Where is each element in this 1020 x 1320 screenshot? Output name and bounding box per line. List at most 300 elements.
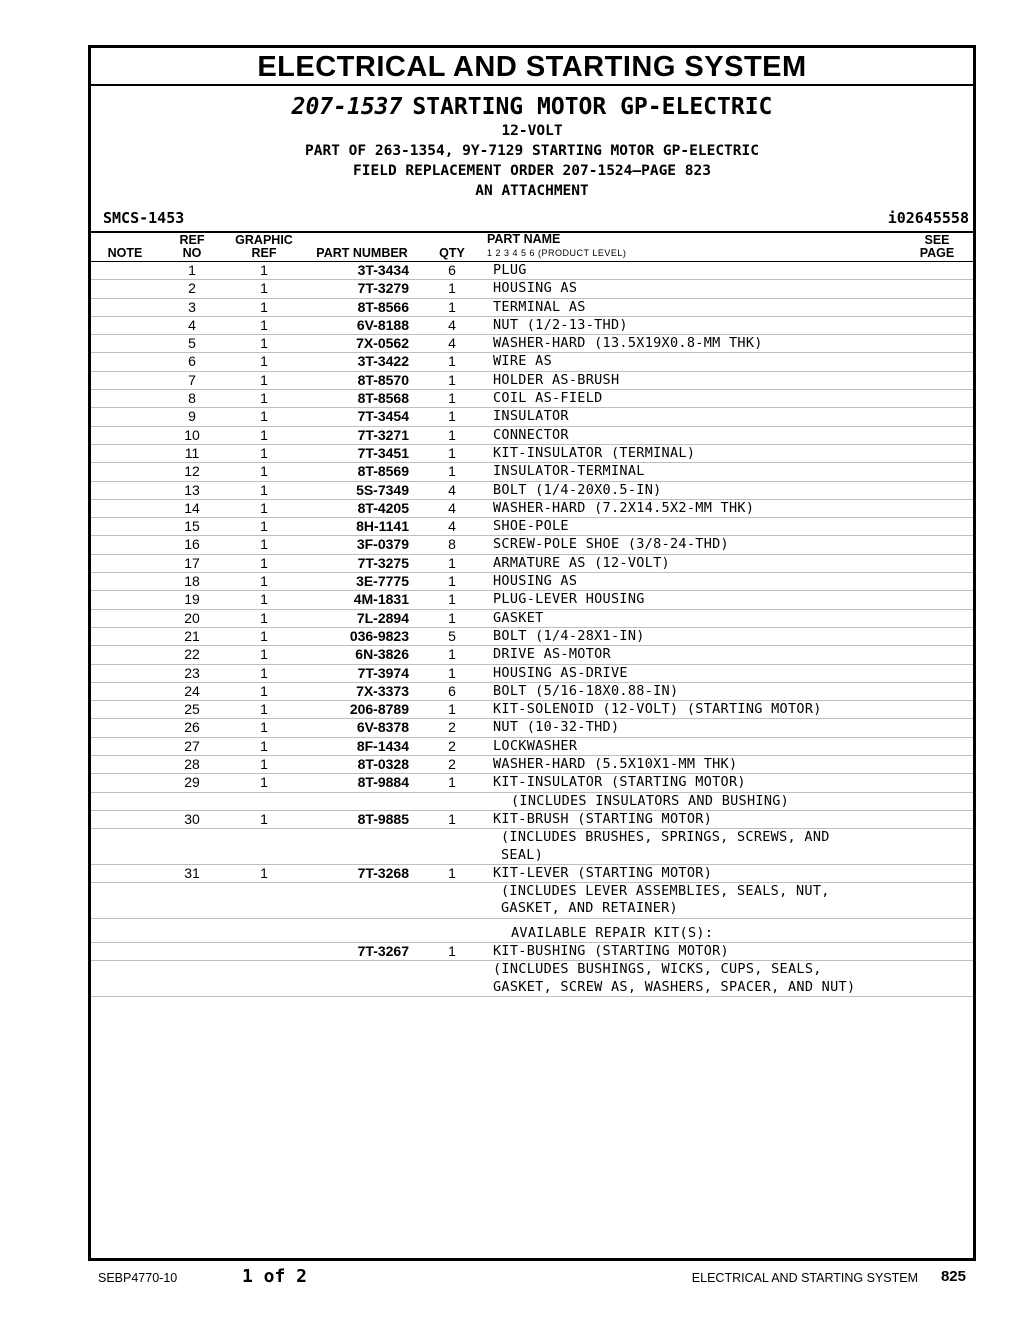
ref-no-cell: 17 <box>184 554 200 571</box>
ref-no-cell: 31 <box>184 864 200 881</box>
note-cell <box>91 961 159 997</box>
part-number-cell: 7L-2894 <box>356 609 409 626</box>
note-cell <box>91 774 159 792</box>
qty-cell: 5 <box>448 627 456 644</box>
see-page-cell <box>901 554 973 572</box>
part-name-cell: PLUG-LEVER HOUSING <box>493 591 645 608</box>
ref-no-cell: 28 <box>184 756 200 773</box>
table-row <box>91 463 973 481</box>
part-number-cell: 7T-3267 <box>357 942 409 959</box>
table-row <box>91 609 973 627</box>
note-cell <box>91 810 159 828</box>
part-name-cell: CONNECTOR <box>493 426 569 443</box>
see-page-cell <box>901 591 973 609</box>
part-name-cell: WIRE AS <box>493 353 552 370</box>
see-page-cell <box>901 918 973 942</box>
graphic-ref-cell: 1 <box>260 262 268 278</box>
footer-page-number: 825 <box>940 1268 966 1285</box>
ref-no-cell: 2 <box>188 280 196 297</box>
graphic-ref-cell: 1 <box>260 280 268 297</box>
qty-cell: 1 <box>448 810 456 827</box>
part-name-cell: PLUG <box>493 262 527 278</box>
group-line-voltage: 12-VOLT <box>501 123 563 139</box>
table-row <box>91 298 973 316</box>
note-cell <box>91 883 159 919</box>
see-page-cell <box>901 298 973 316</box>
part-name-cell: (INCLUDES LEVER ASSEMBLIES, SEALS, NUT, GASKET, AND RETAINER) <box>501 883 830 917</box>
part-number-cell <box>303 829 421 865</box>
ref-no-cell: 29 <box>184 774 200 791</box>
qty-cell: 1 <box>448 646 456 663</box>
note-cell <box>91 536 159 554</box>
section-title: ELECTRICAL AND STARTING SYSTEM <box>91 48 973 86</box>
ref-no-cell: 8 <box>188 390 196 407</box>
part-name-cell: KIT-LEVER (STARTING MOTOR) <box>493 864 713 881</box>
graphic-ref-cell: 1 <box>260 463 268 480</box>
graphic-ref-cell: 1 <box>260 627 268 644</box>
part-number-cell: 036-9823 <box>349 627 409 644</box>
ref-no-cell: 12 <box>184 463 200 480</box>
qty-cell: 6 <box>448 262 456 278</box>
see-page-cell <box>901 756 973 774</box>
see-page-cell <box>901 390 973 408</box>
graphic-ref-cell: 1 <box>260 408 268 425</box>
qty-cell: 1 <box>448 444 456 461</box>
qty-cell: 1 <box>448 298 456 315</box>
table-row <box>91 536 973 554</box>
note-cell <box>91 942 159 960</box>
see-page-cell <box>901 262 973 280</box>
qty-cell: 1 <box>448 664 456 681</box>
part-name-cell: KIT-BRUSH (STARTING MOTOR) <box>493 810 713 827</box>
ref-no-cell: 14 <box>184 499 200 516</box>
part-number-cell: 7X-3373 <box>356 682 409 699</box>
smcs-row <box>91 207 973 233</box>
graphic-ref-cell: 1 <box>260 664 268 681</box>
table-row <box>91 756 973 774</box>
part-number-cell <box>303 883 421 919</box>
group-line-field-replacement: FIELD REPLACEMENT ORDER 207-1524—PAGE 823 <box>353 163 711 179</box>
table-row <box>91 280 973 298</box>
part-name-cell: (INCLUDES BUSHINGS, WICKS, CUPS, SEALS, GASKET, SCREW AS, WASHERS, SPACER, AND NUT) <box>493 961 856 995</box>
see-page-cell <box>901 426 973 444</box>
note-cell <box>91 756 159 774</box>
ref-no-cell: 7 <box>188 371 196 388</box>
part-name-cell: LOCKWASHER <box>493 737 578 754</box>
ref-no-cell <box>159 961 225 997</box>
graphic-ref-cell: 1 <box>260 353 268 370</box>
see-page-cell <box>901 408 973 426</box>
see-page-cell <box>901 280 973 298</box>
note-cell <box>91 646 159 664</box>
part-name-cell: BOLT (1/4-20X0.5-IN) <box>493 481 662 498</box>
group-header <box>91 93 973 201</box>
table-row <box>91 316 973 334</box>
group-name: STARTING MOTOR GP-ELECTRIC <box>412 94 773 120</box>
part-number-cell: 5S-7349 <box>356 481 409 498</box>
part-name-cell: SHOE-POLE <box>493 518 569 535</box>
ref-no-cell: 5 <box>188 335 196 352</box>
qty-cell: 1 <box>448 774 456 791</box>
ref-no-cell: 19 <box>184 591 200 608</box>
qty-cell: 1 <box>448 864 456 881</box>
note-cell <box>91 444 159 462</box>
part-number-cell: 8T-8568 <box>357 390 409 407</box>
note-cell <box>91 918 159 942</box>
ref-no-cell: 25 <box>184 701 200 718</box>
qty-cell: 1 <box>448 280 456 297</box>
table-row <box>91 518 973 536</box>
ref-no-cell: 13 <box>184 481 200 498</box>
table-row <box>91 591 973 609</box>
table-row <box>91 829 973 865</box>
table-row <box>91 573 973 591</box>
see-page-cell <box>901 371 973 389</box>
part-name-cell: KIT-INSULATOR (STARTING MOTOR) <box>493 774 746 791</box>
part-name-cell: BOLT (1/4-28X1-IN) <box>493 627 645 644</box>
ref-no-cell: 1 <box>188 262 196 278</box>
qty-cell <box>421 792 483 810</box>
table-row <box>91 682 973 700</box>
part-name-cell: WASHER-HARD (13.5X19X0.8-MM THK) <box>493 335 763 352</box>
footer-page-of: 1 of 2 <box>242 1266 308 1287</box>
see-page-cell <box>901 737 973 755</box>
qty-cell: 2 <box>448 756 456 773</box>
part-number-cell: 3F-0379 <box>356 536 409 553</box>
ref-no-cell: 26 <box>184 719 200 736</box>
qty-cell: 4 <box>448 499 456 516</box>
see-page-cell <box>901 353 973 371</box>
ref-no-cell <box>159 918 225 942</box>
graphic-ref-cell: 1 <box>260 774 268 791</box>
graphic-ref-cell: 1 <box>260 573 268 590</box>
see-page-cell <box>901 463 973 481</box>
table-row <box>91 942 973 960</box>
see-page-cell <box>901 627 973 645</box>
see-page-cell <box>901 810 973 828</box>
ref-no-cell: 9 <box>188 408 196 425</box>
note-cell <box>91 864 159 882</box>
table-row <box>91 810 973 828</box>
part-name-cell: ARMATURE AS (12-VOLT) <box>493 554 670 571</box>
part-number-cell: 7T-3275 <box>357 554 409 571</box>
ref-no-cell: 6 <box>188 353 196 370</box>
part-number-cell: 8T-8569 <box>357 463 409 480</box>
see-page-cell <box>901 864 973 882</box>
ref-no-cell <box>159 883 225 919</box>
qty-cell <box>421 883 483 919</box>
see-page-cell <box>901 792 973 810</box>
see-page-cell <box>901 682 973 700</box>
part-name-cell: HOLDER AS-BRUSH <box>493 371 620 388</box>
graphic-ref-cell: 1 <box>260 335 268 352</box>
see-page-cell <box>901 335 973 353</box>
graphic-ref-cell: 1 <box>260 518 268 535</box>
part-name-cell: SCREW-POLE SHOE (3/8-24-THD) <box>493 536 729 553</box>
part-name-cell: TERMINAL AS <box>493 298 586 315</box>
qty-cell: 1 <box>448 371 456 388</box>
qty-cell: 1 <box>448 353 456 370</box>
part-number-cell: 7T-3974 <box>357 664 409 681</box>
see-page-cell <box>901 536 973 554</box>
part-number-cell: 4M-1831 <box>353 591 409 608</box>
part-name-cell: INSULATOR <box>493 408 569 425</box>
table-row <box>91 701 973 719</box>
note-cell <box>91 518 159 536</box>
ref-no-cell: 30 <box>184 810 200 827</box>
ref-no-cell: 15 <box>184 518 200 535</box>
part-number-cell: 206-8789 <box>349 701 409 718</box>
graphic-ref-cell: 1 <box>260 390 268 407</box>
ref-no-cell <box>159 829 225 865</box>
table-row <box>91 646 973 664</box>
ref-no-cell: 4 <box>188 316 196 333</box>
part-number-cell <box>303 792 421 810</box>
part-number-cell: 3T-3434 <box>357 262 409 278</box>
see-page-cell <box>901 719 973 737</box>
note-cell <box>91 554 159 572</box>
part-number-cell: 7T-3454 <box>357 408 409 425</box>
product-level: 1 2 3 4 5 6 (PRODUCT LEVEL) <box>487 248 627 258</box>
ref-no-cell: 22 <box>184 646 200 663</box>
part-name-cell: COIL AS-FIELD <box>493 390 603 407</box>
note-cell <box>91 573 159 591</box>
table-row <box>91 883 973 919</box>
see-page-cell <box>901 646 973 664</box>
ref-no-cell: 18 <box>184 573 200 590</box>
group-number: 207-1537 <box>291 94 403 120</box>
qty-cell: 1 <box>448 426 456 443</box>
note-cell <box>91 499 159 517</box>
note-cell <box>91 371 159 389</box>
part-number-cell: 8T-9885 <box>357 810 409 827</box>
table-row <box>91 335 973 353</box>
ref-no-cell <box>159 942 225 960</box>
qty-cell: 1 <box>448 573 456 590</box>
qty-cell: 2 <box>448 719 456 736</box>
table-row <box>91 371 973 389</box>
page-frame <box>88 45 976 1261</box>
graphic-ref-cell: 1 <box>260 864 268 881</box>
part-number-cell: 8F-1434 <box>356 737 409 754</box>
see-page-cell <box>901 609 973 627</box>
graphic-ref-cell: 1 <box>260 646 268 663</box>
table-row <box>91 408 973 426</box>
part-name-cell: INSULATOR-TERMINAL <box>493 463 645 480</box>
smcs-code: SMCS-1453 <box>103 209 185 227</box>
see-page-cell <box>901 829 973 865</box>
see-page-cell <box>901 942 973 960</box>
ref-no-cell: 27 <box>184 737 200 754</box>
table-row <box>91 864 973 882</box>
part-number-cell: 8T-8566 <box>357 298 409 315</box>
see-page-cell <box>901 573 973 591</box>
qty-cell: 1 <box>448 701 456 718</box>
illustration-id: i02645558 <box>887 209 969 227</box>
note-cell <box>91 737 159 755</box>
graphic-ref-cell: 1 <box>260 444 268 461</box>
table-row <box>91 719 973 737</box>
part-number-cell: 6V-8378 <box>356 719 409 736</box>
graphic-ref-cell: 1 <box>260 609 268 626</box>
col-note: NOTE <box>107 246 143 260</box>
col-qty: QTY <box>439 246 465 260</box>
part-number-cell: 8T-0328 <box>357 756 409 773</box>
graphic-ref-cell <box>225 883 303 919</box>
ref-no-cell: 23 <box>184 664 200 681</box>
see-page-cell <box>901 316 973 334</box>
footer-system: ELECTRICAL AND STARTING SYSTEM <box>691 1271 918 1285</box>
graphic-ref-cell: 1 <box>260 481 268 498</box>
part-name-cell: AVAILABLE REPAIR KIT(S): <box>511 924 714 941</box>
graphic-ref-cell: 1 <box>260 426 268 443</box>
graphic-ref-cell: 1 <box>260 298 268 315</box>
part-number-cell: 7T-3271 <box>357 426 409 443</box>
qty-cell: 1 <box>448 609 456 626</box>
part-name-cell: HOUSING AS <box>493 280 578 297</box>
table-row <box>91 481 973 499</box>
note-cell <box>91 390 159 408</box>
part-name-cell: (INCLUDES BRUSHES, SPRINGS, SCREWS, AND SEAL) <box>501 829 830 863</box>
table-row <box>91 499 973 517</box>
note-cell <box>91 664 159 682</box>
note-cell <box>91 591 159 609</box>
table-row <box>91 262 973 280</box>
part-number-cell: 8H-1141 <box>356 518 409 535</box>
part-number-cell: 3E-7775 <box>356 573 409 590</box>
see-page-cell <box>901 701 973 719</box>
graphic-ref-cell: 1 <box>260 536 268 553</box>
graphic-ref-cell: 1 <box>260 737 268 754</box>
graphic-ref-cell: 1 <box>260 719 268 736</box>
graphic-ref-cell <box>225 829 303 865</box>
graphic-ref-cell <box>225 961 303 997</box>
qty-cell: 4 <box>448 335 456 352</box>
graphic-ref-cell: 1 <box>260 591 268 608</box>
table-row <box>91 390 973 408</box>
ref-no-cell: 21 <box>184 627 200 644</box>
part-name-cell: NUT (10-32-THD) <box>493 719 620 736</box>
ref-no-cell <box>159 792 225 810</box>
part-name-cell: WASHER-HARD (7.2X14.5X2-MM THK) <box>493 499 755 516</box>
see-page-cell <box>901 518 973 536</box>
qty-cell <box>421 829 483 865</box>
see-page-cell <box>901 444 973 462</box>
see-page-cell <box>901 664 973 682</box>
note-cell <box>91 627 159 645</box>
qty-cell <box>421 918 483 942</box>
part-name-cell: NUT (1/2-13-THD) <box>493 316 628 333</box>
part-name-cell: HOUSING AS-DRIVE <box>493 664 628 681</box>
part-name-cell: HOUSING AS <box>493 573 578 590</box>
table-row <box>91 774 973 792</box>
part-number-cell: 6N-3826 <box>355 646 409 663</box>
qty-cell: 2 <box>448 737 456 754</box>
note-cell <box>91 792 159 810</box>
note-cell <box>91 701 159 719</box>
group-line-part-of: PART OF 263-1354, 9Y-7129 STARTING MOTOR GP-ELECTRIC <box>305 143 759 159</box>
qty-cell: 1 <box>448 942 456 959</box>
table-row <box>91 792 973 810</box>
note-cell <box>91 280 159 298</box>
note-cell <box>91 298 159 316</box>
group-title <box>91 93 973 121</box>
qty-cell: 6 <box>448 682 456 699</box>
part-name-cell: KIT-INSULATOR (TERMINAL) <box>493 444 696 461</box>
ref-no-cell: 11 <box>184 444 200 461</box>
col-part-name: PART NAME 1 2 3 4 5 6 (PRODUCT LEVEL) <box>487 232 627 258</box>
see-page-cell <box>901 774 973 792</box>
qty-cell: 1 <box>448 390 456 407</box>
part-name-cell: (INCLUDES INSULATORS AND BUSHING) <box>511 792 790 809</box>
note-cell <box>91 353 159 371</box>
qty-cell: 1 <box>448 463 456 480</box>
graphic-ref-cell <box>225 918 303 942</box>
ref-no-cell: 20 <box>184 609 200 626</box>
table-row <box>91 918 973 942</box>
part-number-cell <box>303 918 421 942</box>
graphic-ref-cell: 1 <box>260 756 268 773</box>
qty-cell: 4 <box>448 481 456 498</box>
part-number-cell: 8T-9884 <box>357 774 409 791</box>
graphic-ref-cell: 1 <box>260 701 268 718</box>
graphic-ref-cell <box>225 792 303 810</box>
note-cell <box>91 682 159 700</box>
qty-cell: 4 <box>448 518 456 535</box>
graphic-ref-cell: 1 <box>260 499 268 516</box>
qty-cell <box>421 961 483 997</box>
part-name-cell: KIT-BUSHING (STARTING MOTOR) <box>493 942 729 959</box>
table-row <box>91 961 973 997</box>
col-see-page: SEE PAGE <box>919 233 955 260</box>
qty-cell: 4 <box>448 316 456 333</box>
graphic-ref-cell: 1 <box>260 554 268 571</box>
graphic-ref-cell: 1 <box>260 371 268 388</box>
part-name-cell: WASHER-HARD (5.5X10X1-MM THK) <box>493 756 738 773</box>
part-name-cell: BOLT (5/16-18X0.88-IN) <box>493 682 679 699</box>
note-cell <box>91 316 159 334</box>
part-name-cell: DRIVE AS-MOTOR <box>493 646 611 663</box>
note-cell <box>91 335 159 353</box>
note-cell <box>91 426 159 444</box>
part-name-cell: KIT-SOLENOID (12-VOLT) (STARTING MOTOR) <box>493 701 822 718</box>
qty-cell: 1 <box>448 554 456 571</box>
part-number-cell: 3T-3422 <box>357 353 409 370</box>
table-row <box>91 353 973 371</box>
part-number-cell: 7X-0562 <box>356 335 409 352</box>
page-footer <box>0 1266 1020 1290</box>
table-row <box>91 444 973 462</box>
graphic-ref-cell <box>225 942 303 960</box>
qty-cell: 8 <box>448 536 456 553</box>
table-header-row <box>91 233 973 262</box>
parts-table <box>91 233 973 997</box>
part-name-cell: GASKET <box>493 609 544 626</box>
see-page-cell <box>901 961 973 997</box>
part-number-cell: 7T-3279 <box>357 280 409 297</box>
part-number-cell: 8T-8570 <box>357 371 409 388</box>
col-graphic-ref: GRAPHIC REF <box>235 233 293 260</box>
ref-no-cell: 24 <box>184 682 200 699</box>
note-cell <box>91 829 159 865</box>
col-ref-no: REF NO <box>179 233 205 260</box>
table-row <box>91 664 973 682</box>
note-cell <box>91 262 159 280</box>
graphic-ref-cell: 1 <box>260 316 268 333</box>
col-part-number: PART NUMBER <box>316 246 408 260</box>
group-line-attachment: AN ATTACHMENT <box>475 183 589 199</box>
table-row <box>91 737 973 755</box>
